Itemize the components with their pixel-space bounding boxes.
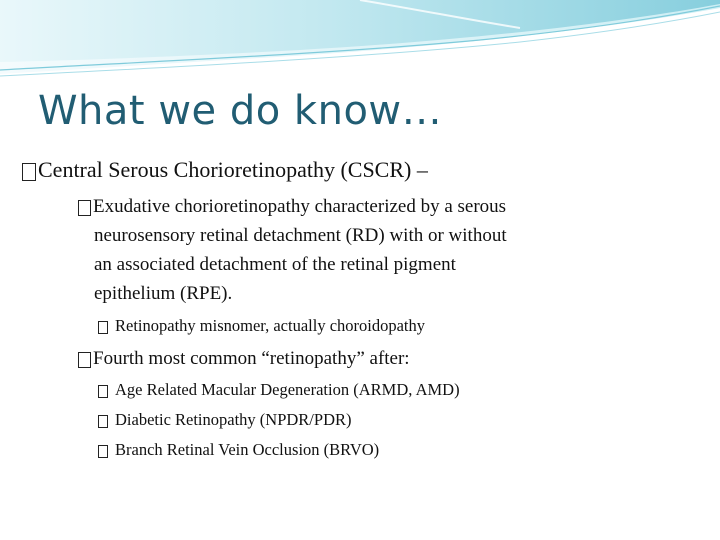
bullet-text: Fourth most common “retinopathy” after:	[93, 348, 410, 369]
bullet-level2-fourth-most-common	[78, 348, 410, 370]
bullet-level2-exudative-line3: an associated detachment of the retinal pigment	[94, 254, 456, 275]
bullet-level3-brvo	[98, 440, 379, 460]
missing-glyph-box-icon	[78, 200, 91, 216]
bullet-level2-exudative-line1	[78, 196, 506, 218]
bullet-text: Exudative chorioretinopathy characterized by a serous	[93, 196, 507, 217]
header-wave-decoration	[0, 0, 720, 90]
missing-glyph-box-icon	[78, 352, 91, 368]
missing-glyph-box-icon	[98, 415, 108, 428]
bullet-level2-exudative-line2: neurosensory retinal detachment (RD) with or without	[94, 225, 507, 246]
bullet-text: Retinopathy misnomer, actually choroidopathy	[115, 316, 426, 335]
bullet-text: Diabetic Retinopathy (NPDR/PDR)	[115, 410, 352, 429]
slide-title: What we do know…	[38, 88, 443, 134]
missing-glyph-box-icon	[22, 163, 36, 181]
missing-glyph-box-icon	[98, 445, 108, 458]
bullet-level1-cscr	[22, 157, 428, 183]
bullet-level2-exudative-line4: epithelium (RPE).	[94, 283, 233, 304]
bullet-level3-misnomer	[98, 316, 425, 336]
bullet-text: Age Related Macular Degeneration (ARMD, AMD)	[115, 380, 460, 399]
missing-glyph-box-icon	[98, 321, 108, 334]
bullet-level3-armd	[98, 380, 460, 400]
bullet-text: Central Serous Chorioretinopathy (CSCR) –	[38, 157, 428, 182]
missing-glyph-box-icon	[98, 385, 108, 398]
bullet-text: Branch Retinal Vein Occlusion (BRVO)	[115, 440, 380, 459]
bullet-level3-diabetic	[98, 410, 351, 430]
